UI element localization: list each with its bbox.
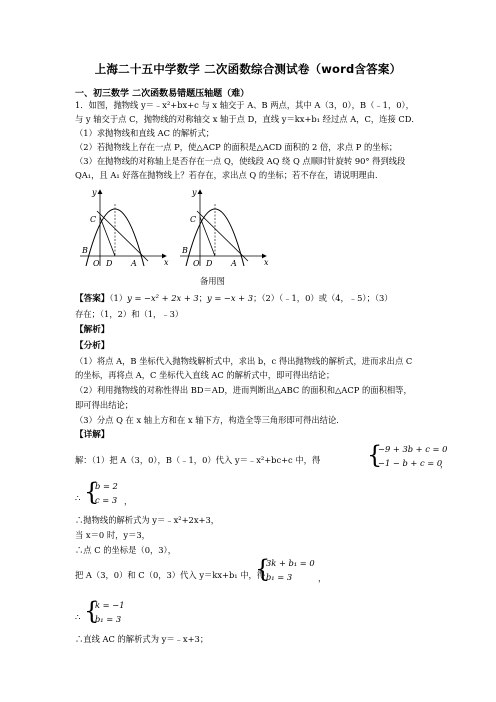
analysis-line-4: 即可得出结论；	[75, 400, 134, 410]
section-heading: 一、初三数学 二次函数易错题压轴题（难）	[75, 89, 250, 99]
system-2-comma: ，	[124, 496, 133, 506]
solution-line-3: ∴抛物线的解析式为 y＝﹣x²+2x+3，	[75, 515, 220, 525]
line-equation: y = −x + 3	[207, 293, 254, 303]
answer-line-1	[75, 293, 435, 305]
analysis-line-1: （1）将点 A，B 坐标代入抛物线解析式中，求出 b，c 得出抛物线的解析式，进而求出点 C	[75, 356, 413, 366]
problem-line-5: （3）在抛物线的对称轴上是否存在一点 Q，使线段 AQ 绕 Q 点顺时针旋转 90° 得到线段	[75, 156, 406, 166]
system-1-eq-b: −1 − b + c = 0	[378, 458, 443, 468]
system-2-eq-a: b = 2	[95, 481, 118, 491]
answer-part-1: （1）	[109, 293, 128, 303]
label-y: y	[192, 188, 197, 197]
fenxi-tag: 【分析】	[75, 341, 110, 351]
answer-separator: ；	[198, 293, 207, 303]
system-3-eq-b: b₁ = 3	[266, 572, 293, 582]
label-o: O	[93, 259, 100, 268]
parabola-figure	[80, 186, 172, 268]
label-b: B	[182, 246, 188, 255]
solution-line-8: ∴直线 AC 的解析式为 y＝﹣x+3；	[75, 634, 209, 644]
solution-line-4: 当 x＝0 时，y＝3，	[75, 530, 150, 540]
system-brace-1: {	[367, 441, 383, 469]
page-title: 上海二十五中学数学 二次函数综合测试卷（word含答案）	[94, 62, 402, 76]
label-y: y	[92, 188, 97, 197]
problem-line-4: （2）若抛物线上存在一点 P，使△ACP 的面积是△ACD 面积的 2 倍，求点 P 的坐标；	[75, 142, 398, 152]
therefore-symbol-2: ∴	[75, 612, 81, 622]
label-b: B	[82, 246, 88, 255]
problem-line-2: 与 y 轴交于点 C，抛物线的对称轴交 x 轴于点 D，直线 y＝kx+b₁ 经过点 A，C，连接 CD．	[75, 114, 420, 124]
solution-line-5: ∴点 C 的坐标是（0，3），	[75, 545, 177, 555]
label-x: x	[264, 258, 269, 267]
system-3-eq-a: 3k + b₁ = 0	[266, 558, 315, 568]
problem-line-1: 1．如图，抛物线 y＝﹣x²+bx+c 与 x 轴交于 A、B 两点，其中 A（3，0），B（﹣1，0），	[75, 100, 414, 110]
system-3-comma: ，	[318, 573, 327, 583]
analysis-line-3: （2）利用抛物线的对称性得出 BD＝AD，进而判断出△ABC 的面积和△ACP 的面积相等，	[75, 385, 412, 395]
system-1-eq-a: −9 + 3b + c = 0	[378, 444, 448, 454]
answer-line-2: 存在；（1，2）和（1，﹣3）	[75, 309, 184, 319]
answer-tag: 【答案】	[75, 294, 110, 304]
segment-cd	[200, 217, 215, 256]
analysis-tag: 【解析】	[75, 325, 110, 335]
system-brace-4: {	[84, 597, 100, 625]
analysis-line-2: 的坐标，再将点 A，C 坐标代入直线 AC 的解析式中，即可得出结论；	[75, 370, 335, 380]
label-x: x	[164, 258, 169, 267]
label-d: D	[106, 259, 113, 268]
label-a: A	[131, 259, 137, 268]
line-ac	[97, 211, 148, 261]
system-1-comma: ，	[440, 459, 449, 469]
solution-line-6: 把 A（3，0）和 C（0，3）代入 y＝kx+b₁ 中，得	[75, 570, 266, 580]
segment-cd	[100, 217, 115, 256]
label-d: D	[206, 259, 213, 268]
problem-line-3: （1）求抛物线和直线 AC 的解析式；	[75, 128, 215, 138]
system-4-eq-b: b₁ = 3	[95, 614, 122, 624]
line-ac	[197, 211, 248, 261]
analysis-line-5: （3）分点 Q 在 x 轴上方和在 x 轴下方，构造全等三角形即可得出结论．	[75, 415, 345, 425]
parabola-equation: y = −x² + 2x + 3	[127, 293, 199, 303]
solution-line-1: 解：（1）把 A（3，0），B（﹣1，0）代入 y＝﹣x²+bc+c 中，得	[75, 455, 321, 465]
system-brace-2: {	[84, 478, 100, 506]
label-a: A	[231, 259, 237, 268]
detail-tag: 【详解】	[75, 430, 110, 440]
problem-line-6: QA₁，且 A₁ 好落在抛物线上？若存在，求出点 Q 的坐标；若不存在，请说明理由．	[75, 170, 384, 180]
label-c: C	[90, 215, 97, 224]
system-brace-3: {	[255, 555, 271, 583]
system-4-eq-a: k = −1	[95, 600, 125, 610]
label-c: C	[190, 215, 197, 224]
system-2-eq-b: c = 3	[95, 495, 118, 505]
label-o: O	[193, 259, 200, 268]
answer-part-2: ；（2）（﹣1，0）或（4，﹣5）；（3）	[253, 293, 393, 303]
spare-figure	[180, 186, 272, 268]
therefore-symbol: ∴	[75, 493, 81, 503]
spare-figure-caption: 备用图	[200, 276, 225, 286]
